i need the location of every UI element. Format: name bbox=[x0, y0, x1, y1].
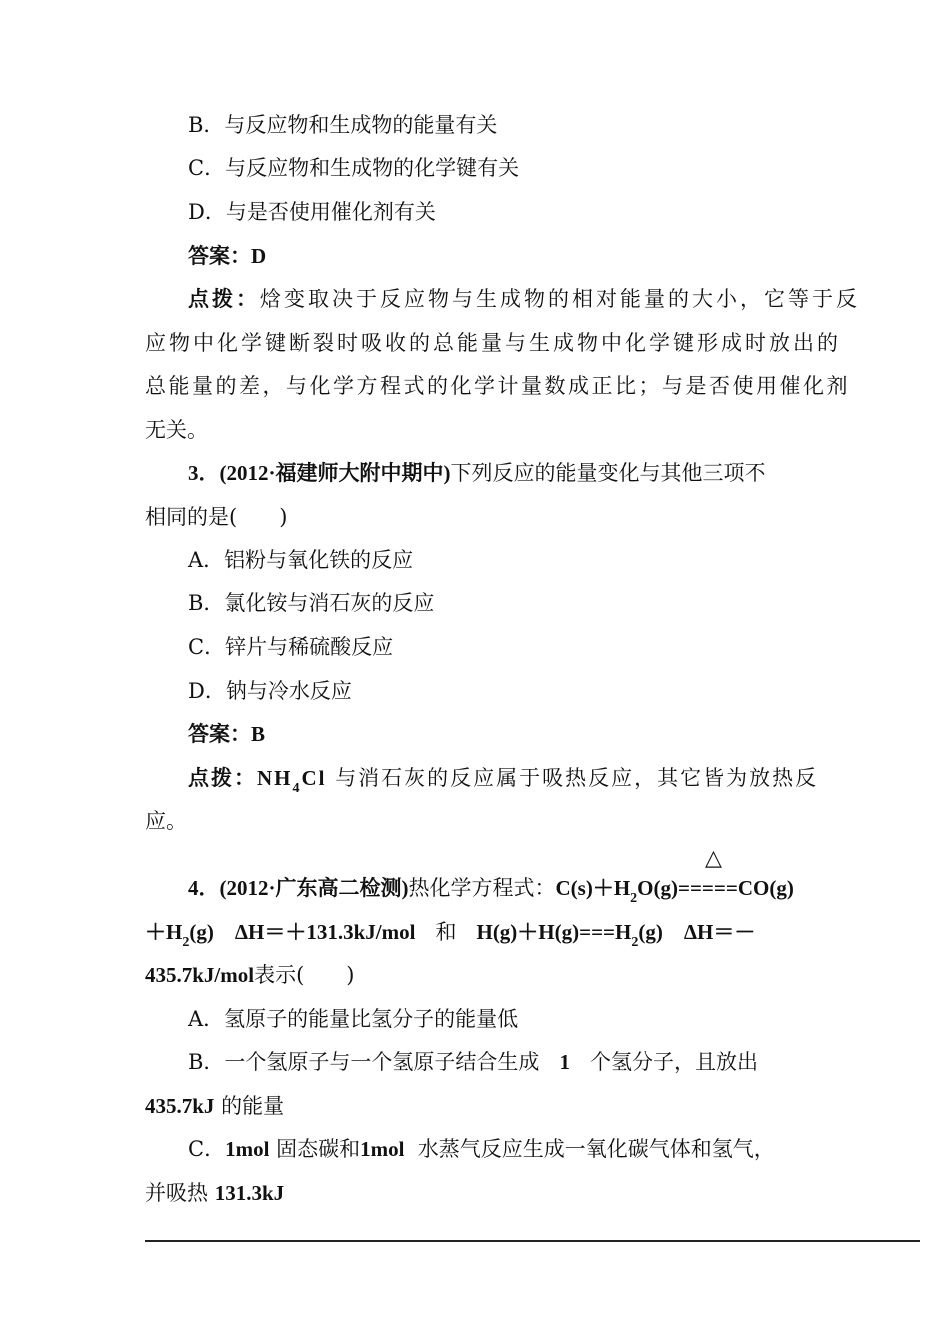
q3-answer bbox=[188, 719, 265, 749]
q4-stem-line2 bbox=[145, 917, 755, 958]
q2-hint-line1 bbox=[188, 284, 860, 314]
q3-option-a: A．铝粉与氧化铁的反应 bbox=[188, 548, 414, 572]
q2-option-c: C．与反应物和生成物的化学键有关 bbox=[188, 156, 520, 180]
q4-stem-line3 bbox=[145, 960, 354, 990]
q3-stem-line1 bbox=[188, 458, 766, 488]
q4-option-c-line2: 并吸热 131.3kJ bbox=[145, 1181, 285, 1205]
q2-hint-line2: 应物中化学键断裂时吸收的总能量与生成物中化学键形成时放出的 bbox=[145, 331, 841, 355]
q4-option-c-line1: C．1mol 固态碳和1mol 水蒸气反应生成一氧化碳气体和氢气， bbox=[188, 1137, 775, 1161]
hint-label: 点拨： bbox=[188, 287, 260, 311]
answer-value: D bbox=[251, 244, 267, 268]
q3-option-d: D．钠与冷水反应 bbox=[188, 679, 352, 703]
q2-option-d: D．与是否使用催化剂有关 bbox=[188, 200, 436, 224]
equation-1: $C(s)+H_2O(g)=====CO(g)$ bbox=[555, 876, 794, 906]
answer-value: B bbox=[251, 722, 266, 746]
q2-answer bbox=[188, 241, 266, 271]
hint-label: 点拨： bbox=[188, 766, 257, 790]
q3-stem-line2: 相同的是( ) bbox=[145, 505, 288, 529]
hint-formula: $NH_4Cl$ bbox=[257, 766, 327, 796]
hint-text: 与消石灰的反应属于吸热反应，其它皆为放热反 bbox=[335, 766, 819, 790]
heat-triangle-symbol: △ bbox=[705, 846, 722, 871]
stem-text: 热化学方程式： bbox=[408, 876, 556, 900]
equation-1-end: $+H_2(g)$ ΔH＝＋131.3kJ/mol bbox=[145, 920, 416, 950]
question-source: (2012·福建师大附中期中) bbox=[219, 461, 451, 485]
conjunction: 和 bbox=[435, 920, 457, 944]
answer-label: 答案： bbox=[188, 244, 251, 268]
question-number-source: 4．(2012·广东高二检测) bbox=[188, 876, 409, 900]
energy-value: 435.7kJ bbox=[145, 1094, 215, 1118]
q4-option-a: A．氢原子的能量比氢分子的能量低 bbox=[188, 1007, 519, 1031]
equation-2: $H(g)+H(g)===H_2(g)$ ΔH＝－ bbox=[476, 920, 756, 950]
q2-hint-line3: 总能量的差，与化学方程式的化学计量数成正比；与是否使用催化剂 bbox=[145, 374, 850, 398]
q3-option-b: B．氯化铵与消石灰的反应 bbox=[188, 591, 435, 615]
question-number: 3． bbox=[188, 461, 220, 485]
answer-label: 答案： bbox=[188, 722, 251, 746]
stem-text: 表示( ) bbox=[254, 963, 355, 987]
q4-option-b-line1: B．一个氢原子与一个氢原子结合生成 1 个氢分子，且放出 bbox=[188, 1050, 758, 1074]
q3-hint-line2: 应。 bbox=[145, 809, 187, 833]
hint-text: 焓变取决于反应物与生成物的相对能量的大小，它等于反 bbox=[260, 287, 860, 311]
stem-text: 下列反应的能量变化与其他三项不 bbox=[450, 461, 766, 485]
bottom-rule-divider bbox=[145, 1240, 920, 1242]
q3-option-c: C．锌片与稀硫酸反应 bbox=[188, 635, 394, 659]
q4-option-b-line2: 435.7kJ 的能量 bbox=[145, 1094, 285, 1118]
enthalpy-value: 435.7kJ/mol bbox=[145, 963, 255, 987]
energy-value: 131.3kJ bbox=[214, 1181, 285, 1205]
count-value: 1 bbox=[559, 1050, 570, 1074]
q2-hint-line4: 无关。 bbox=[145, 418, 208, 442]
q3-hint-line1 bbox=[188, 763, 818, 804]
q4-stem-line1 bbox=[188, 873, 794, 914]
q2-option-b: B．与反应物和生成物的能量有关 bbox=[188, 113, 498, 137]
